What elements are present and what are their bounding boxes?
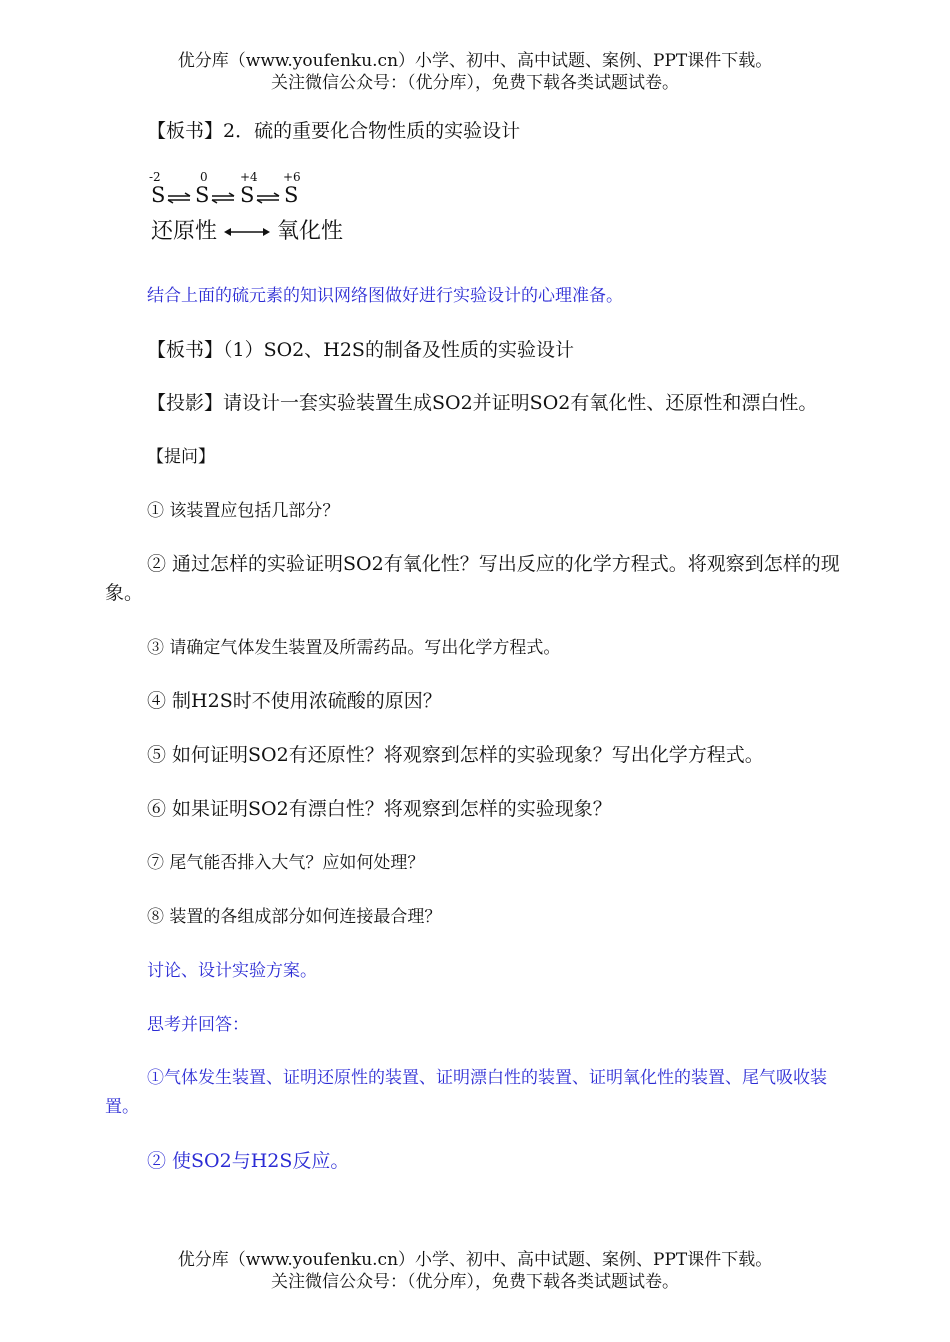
page-header bbox=[0, 50, 950, 94]
header-line-1: 优分库（www.youfenku.cn）小学、初中、高中试题、案例、PPT课件下载。 bbox=[177, 51, 773, 71]
oxidizing-label: 氧化性 bbox=[277, 219, 344, 244]
answer-1: ①气体发生装置、证明还原性的装置、证明漂白性的装置、证明氧化性的装置、尾气吸收装置。 bbox=[105, 1068, 827, 1117]
question-3: ③ 请确定气体发生装置及所需药品。写出化学方程式。 bbox=[147, 638, 561, 658]
reducing-label: 还原性 bbox=[151, 219, 218, 244]
discuss-note: 讨论、设计实验方案。 bbox=[147, 961, 317, 981]
footer-line-1: 优分库（www.youfenku.cn）小学、初中、高中试题、案例、PPT课件下载。 bbox=[177, 1250, 773, 1270]
valence-label-3: +4 bbox=[240, 170, 258, 184]
answer-2: ② 使SO2与H2S反应。 bbox=[147, 1150, 350, 1172]
question-1: ① 该装置应包括几部分？ bbox=[147, 501, 340, 521]
valence-label-2: 0 bbox=[200, 170, 208, 184]
sulfur-symbol-4: S bbox=[284, 183, 299, 207]
blue-note: 结合上面的硫元素的知识网络图做好进行实验设计的心理准备。 bbox=[147, 286, 623, 306]
board-heading-1: 【板书】2．硫的重要化合物性质的实验设计 bbox=[147, 120, 521, 142]
equilibrium-arrow-icon-2 bbox=[211, 192, 235, 204]
valence-label-4: +6 bbox=[283, 170, 301, 184]
sulfur-symbol-2: S bbox=[195, 183, 210, 207]
valence-label-1: -2 bbox=[149, 170, 161, 184]
sulfur-symbol-3: S bbox=[240, 183, 255, 207]
board-heading-2: 【板书】（1）SO2、H2S的制备及性质的实验设计 bbox=[147, 339, 574, 361]
page-footer bbox=[0, 1249, 950, 1293]
question-8: ⑧ 装置的各组成部分如何连接最合理？ bbox=[147, 907, 442, 927]
question-heading: 【提问】 bbox=[147, 447, 215, 467]
question-2: ② 通过怎样的实验证明SO2有氧化性？写出反应的化学方程式。将观察到怎样的现象。 bbox=[105, 553, 840, 604]
property-row bbox=[151, 214, 343, 245]
think-note: 思考并回答： bbox=[147, 1015, 249, 1035]
projection-text: 【投影】请设计一套实验装置生成SO2并证明SO2有氧化性、还原性和漂白性。 bbox=[147, 392, 818, 414]
double-arrow-icon bbox=[224, 225, 270, 239]
question-7: ⑦ 尾气能否排入大气？应如何处理？ bbox=[147, 853, 425, 873]
question-5: ⑤ 如何证明SO2有还原性？将观察到怎样的实验现象？写出化学方程式。 bbox=[147, 744, 764, 766]
footer-line-2: 关注微信公众号：（优分库），免费下载各类试题试卷。 bbox=[271, 1272, 679, 1292]
equilibrium-arrow-icon-3 bbox=[256, 192, 280, 204]
question-6: ⑥ 如果证明SO2有漂白性？将观察到怎样的实验现象？ bbox=[147, 798, 612, 820]
header-line-2: 关注微信公众号：（优分库），免费下载各类试题试卷。 bbox=[271, 73, 679, 93]
question-4: ④ 制H2S时不使用浓硫酸的原因？ bbox=[147, 690, 442, 712]
equilibrium-arrow-icon-1 bbox=[167, 192, 191, 204]
sulfur-symbol-1: S bbox=[151, 183, 166, 207]
